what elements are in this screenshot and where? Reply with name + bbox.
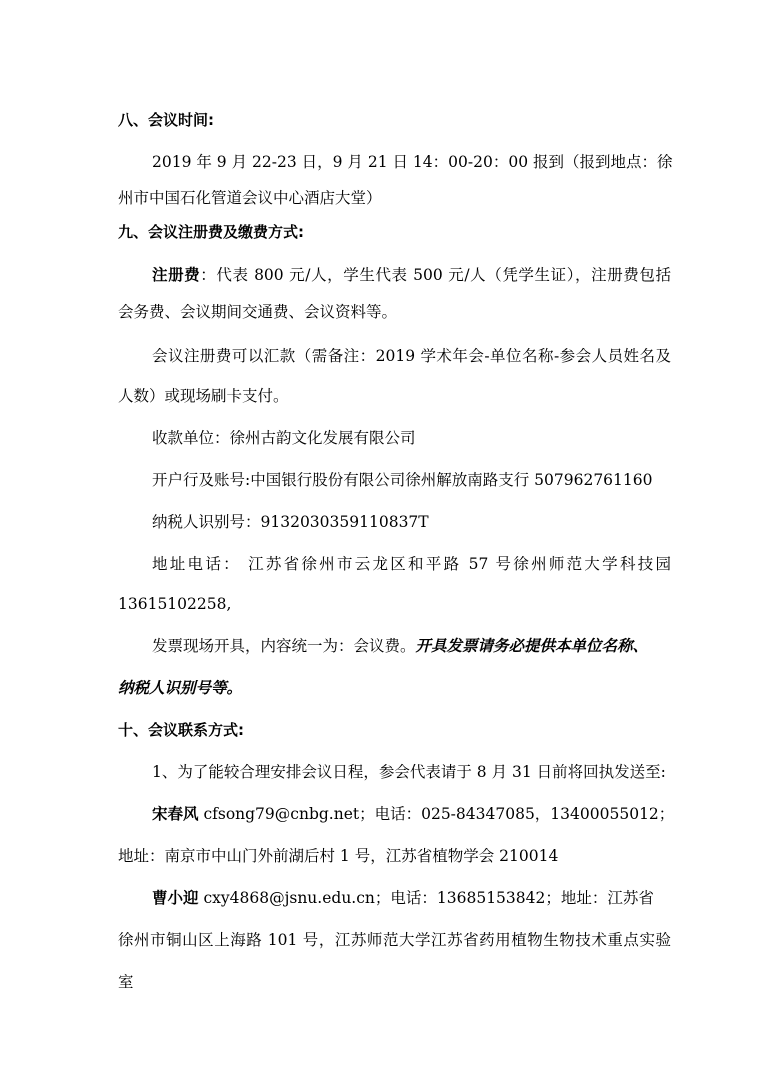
contact-2-details: cxy4868@jsnu.edu.cn；电话：13685153842；地址：江苏省 xyxy=(198,889,654,907)
meeting-time-line-1: 2019 年 9 月 22-23 日，9 月 21 日 14：00-20：00 报到（报到地点：徐 xyxy=(152,153,673,171)
address-phone-line-2: 13615102258, xyxy=(118,595,232,613)
invoice-text: 发票现场开具，内容统一为：会议费。 xyxy=(152,637,416,655)
contact-2-name: 曹小迎 xyxy=(152,888,199,907)
contact-instruction: 1、为了能较合理安排会议日程，参会代表请于 8 月 31 日前将回执发送至: xyxy=(152,763,666,781)
registration-fee-text: ：代表 800 元/人，学生代表 500 元/人（凭学生证），注册费包括 xyxy=(200,266,671,284)
contact-2-line-3: 室 xyxy=(118,973,134,991)
registration-fee-line-1 xyxy=(152,265,671,285)
remittance-line-2: 人数）或现场刷卡支付。 xyxy=(118,387,289,405)
contact-1-details: cfsong79@cnbg.net；电话：025-84347085，13400055012； xyxy=(198,805,675,823)
remittance-line-1: 会议注册费可以汇款（需备注：2019 学术年会-单位名称-参会人员姓名及 xyxy=(152,347,671,365)
registration-fee-label: 注册费 xyxy=(152,265,201,284)
contact-2-line-1 xyxy=(152,888,654,908)
tax-id: 纳税人识别号：9132030359110837T xyxy=(152,513,429,531)
meeting-time-line-2: 州市中国石化管道会议中心酒店大堂） xyxy=(118,189,382,207)
invoice-line-1 xyxy=(152,636,648,656)
address-phone-line-1: 地址电话： 江苏省徐州市云龙区和平路 57 号徐州师范大学科技园 xyxy=(152,555,671,573)
section-9-heading: 九、会议注册费及缴费方式: xyxy=(118,223,304,241)
contact-1-name: 宋春风 xyxy=(152,804,199,823)
contact-1-line-2: 地址：南京市中山门外前湖后村 1 号，江苏省植物学会 210014 xyxy=(118,847,559,865)
invoice-line-2: 纳税人识别号等。 xyxy=(118,678,243,697)
section-10-heading: 十、会议联系方式: xyxy=(118,721,244,739)
invoice-emphasis: 开具发票请务必提供本单位名称、 xyxy=(415,636,649,655)
section-8-heading: 八、会议时间: xyxy=(118,111,214,129)
contact-2-line-2: 徐州市铜山区上海路 101 号，江苏师范大学江苏省药用植物生物技术重点实验 xyxy=(118,931,671,949)
payee: 收款单位：徐州古韵文化发展有限公司 xyxy=(152,429,416,447)
registration-fee-line-2: 会务费、会议期间交通费、会议资料等。 xyxy=(118,303,398,321)
bank-account: 开户行及账号:中国银行股份有限公司徐州解放南路支行 507962761160 xyxy=(152,471,653,489)
contact-1-line-1 xyxy=(152,804,674,824)
